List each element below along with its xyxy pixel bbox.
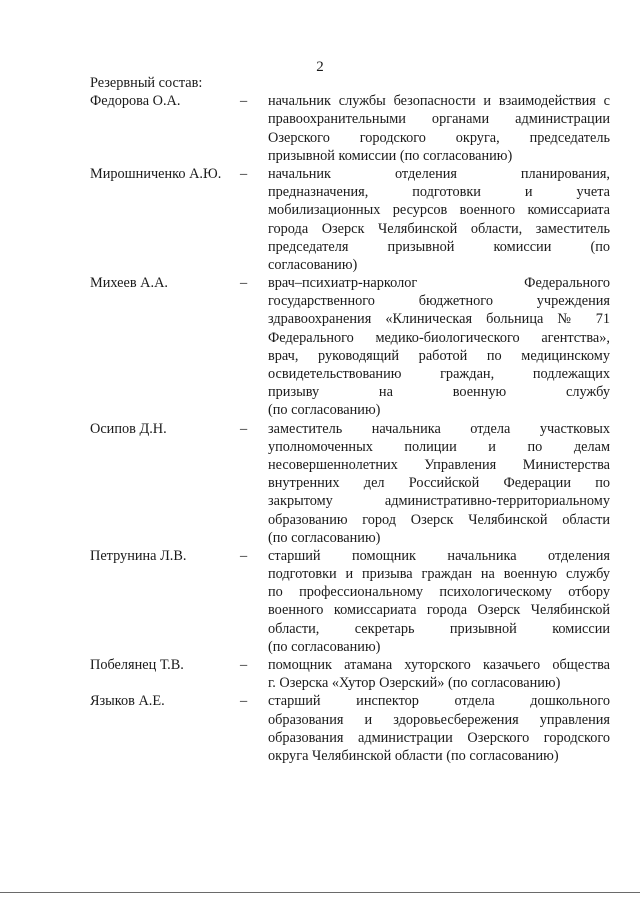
description-line: (по согласованию) bbox=[268, 402, 381, 419]
description-line: правоохранительными органами администрации bbox=[268, 111, 610, 128]
description-line: г. Озерска «Хутор Озерский» (по согласованию) bbox=[268, 675, 561, 692]
description-line: государственного бюджетного учреждения bbox=[268, 293, 610, 310]
description-line: председателя призывной комиссии (по bbox=[268, 238, 610, 255]
member-dash: – bbox=[240, 547, 248, 564]
description-line: старший помощник начальника отделения bbox=[268, 547, 610, 564]
member-entry bbox=[90, 692, 610, 765]
description-line: старший инспектор отдела дошкольного bbox=[268, 693, 610, 710]
member-description bbox=[268, 692, 610, 765]
description-line: начальник отделения планирования, bbox=[268, 165, 610, 182]
description-line: военного комиссариата города Озерск Челябинской bbox=[268, 602, 610, 619]
description-line: помощник атамана хуторского казачьего общества bbox=[268, 657, 610, 673]
member-description bbox=[268, 165, 610, 274]
description-line: по профессиональному психологическому отбору bbox=[268, 584, 610, 601]
member-dash: – bbox=[240, 693, 248, 710]
reserve-composition-list bbox=[90, 74, 610, 765]
member-dash: – bbox=[240, 93, 248, 110]
description-line: города Озерск Челябинской области, заместитель bbox=[268, 220, 610, 237]
member-dash: – bbox=[240, 165, 248, 182]
description-line: (по согласованию) bbox=[268, 529, 381, 546]
member-name: Мирошниченко А.Ю. bbox=[90, 165, 222, 182]
member-entry bbox=[90, 92, 610, 165]
member-entry bbox=[90, 656, 610, 692]
member-entry bbox=[90, 547, 610, 656]
member-description bbox=[268, 92, 610, 165]
description-line: заместитель начальника отдела участковых bbox=[268, 420, 610, 437]
member-dash: – bbox=[240, 420, 248, 437]
description-line: Федерального медико-биологического агентства», bbox=[268, 329, 610, 346]
member-dash: – bbox=[240, 657, 248, 673]
member-name: Осипов Д.Н. bbox=[90, 420, 167, 437]
description-line: начальник службы безопасности и взаимодействия с bbox=[268, 93, 610, 110]
description-line: закрытому административно-территориальному bbox=[268, 493, 610, 510]
member-name: Побелянец Т.В. bbox=[90, 657, 184, 673]
member-dash: – bbox=[240, 275, 248, 292]
description-line: (по согласованию) bbox=[268, 638, 381, 655]
member-name: Михеев А.А. bbox=[90, 275, 168, 292]
description-line: Озерского городского округа, председатель bbox=[268, 129, 610, 146]
description-line: призыву на военную службу bbox=[268, 384, 610, 401]
description-line: внутренних дел Российской Федерации по bbox=[268, 475, 610, 492]
description-line: подготовки и призыва граждан на военную службу bbox=[268, 566, 610, 583]
member-description bbox=[268, 656, 610, 692]
description-line: врач–психиатр-нарколог Федерального bbox=[268, 275, 610, 292]
page-number: 2 bbox=[316, 59, 324, 75]
description-line: здравоохранения «Клиническая больница № 71 bbox=[268, 311, 610, 328]
description-line: образованию город Озерск Челябинской области bbox=[268, 511, 610, 528]
description-line: согласованию) bbox=[268, 256, 358, 273]
description-line: предназначения, подготовки и учета bbox=[268, 184, 610, 201]
member-entry bbox=[90, 274, 610, 420]
description-line: уполномоченных полиции и по делам bbox=[268, 438, 610, 455]
member-name: Языков А.Е. bbox=[90, 693, 165, 710]
description-line: освидетельствованию граждан, подлежащих bbox=[268, 366, 610, 382]
description-line: округа Челябинской области (по согласованию) bbox=[268, 747, 559, 764]
member-description bbox=[268, 547, 610, 656]
member-name: Петрунина Л.В. bbox=[90, 547, 187, 564]
member-entry bbox=[90, 420, 610, 547]
member-description bbox=[268, 420, 610, 547]
description-line: мобилизационных ресурсов военного комиссариата bbox=[268, 202, 610, 219]
description-line: врач, руководящий работой по медицинскому bbox=[268, 347, 610, 364]
footer-divider bbox=[0, 892, 640, 893]
section-label: Резервный состав: bbox=[90, 75, 203, 91]
description-line: призывной комиссии (по согласованию) bbox=[268, 147, 513, 164]
description-line: образования и здоровьесбережения управления bbox=[268, 711, 610, 728]
member-description bbox=[268, 274, 610, 420]
description-line: образования администрации Озерского городского bbox=[268, 729, 610, 746]
member-entry bbox=[90, 165, 610, 274]
description-line: области, секретарь призывной комиссии bbox=[268, 620, 610, 637]
description-line: несовершеннолетних Управления Министерства bbox=[268, 456, 610, 473]
member-name: Федорова О.А. bbox=[90, 93, 181, 110]
